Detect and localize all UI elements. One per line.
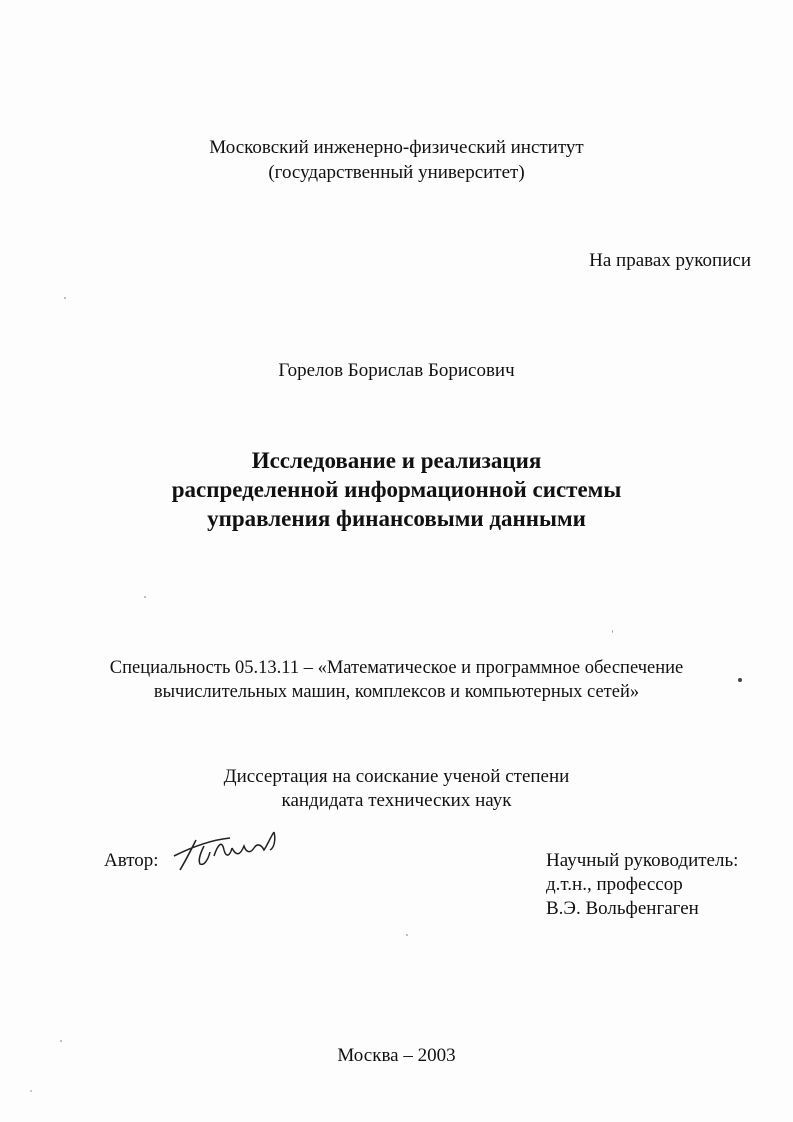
degree-line2: кандидата технических наук xyxy=(281,790,512,811)
institute-name: Московский инженерно-физический институт xyxy=(209,137,584,158)
author-signature xyxy=(170,826,290,874)
rights-note: На правах рукописи xyxy=(589,250,751,271)
speciality-line2: вычислительных машин, комплексов и компьютерных сетей» xyxy=(153,682,640,702)
author-name: Горелов Борислав Борисович xyxy=(278,360,515,381)
degree-line1: Диссертация на соискание ученой степени xyxy=(223,766,570,787)
advisor-name: В.Э. Вольфенгаген xyxy=(546,898,699,919)
scan-speck xyxy=(612,630,613,633)
scan-speck xyxy=(30,1090,32,1092)
author-label: Автор: xyxy=(104,850,159,871)
city-year: Москва – 2003 xyxy=(337,1045,456,1066)
thesis-title-line2: распределенной информационной системы xyxy=(171,477,622,502)
scan-speck xyxy=(144,596,146,598)
scan-speck xyxy=(60,1040,62,1042)
advisor-title: д.т.н., профессор xyxy=(546,874,683,895)
scan-speck xyxy=(406,934,408,936)
thesis-title-line3: управления финансовыми данными xyxy=(207,506,586,531)
thesis-title-line1: Исследование и реализация xyxy=(251,448,542,473)
scan-speck xyxy=(64,297,66,299)
scan-speck xyxy=(738,678,742,682)
speciality-line1: Специальность 05.13.11 – «Математическое и программное обеспечение xyxy=(109,658,684,678)
advisor-label: Научный руководитель: xyxy=(546,850,739,871)
institute-subtitle: (государственный университет) xyxy=(268,162,525,183)
